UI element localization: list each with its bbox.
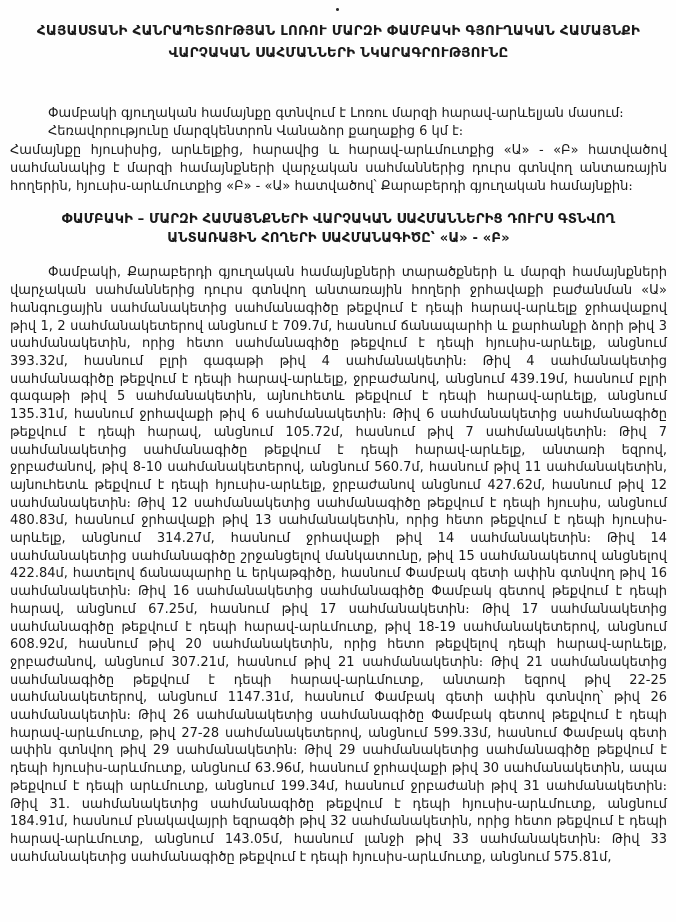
boundary-description-paragraph: Փամբակի, Քարաբերդի գյուղական համայնքների տարածքների և մարզի համայնքների վարչական սահմաններից դուրս գտնվող անտառային հողերի ջրհավաքի բաժանման «Ա» հանգուցային սահմանակետից սահմանագիծը թեքվում է դեպի հարավ-արևելք ջրհավաքով թիվ 1, 2 սահմանակետերով անցնում է 709.7մ, հասնում ճանապարհի և քարհանքի ձորի թիվ 3 սահմանակետին, որից հետո սահմանագիծը թեքվում է դեպի հյուսիս-արևելք, անցնում 393.32մ, հասնում բլրի գագաթի թիվ 4 սահմանակետին։ Թիվ 4 սահմանակետից սահմանագիծը թեքվում է դեպի հարավ-արևելք, ջրբաժանով, անցնում 439.19մ, հասնում բլրի գագաթի թիվ 5 սահմանակետին, այնուհետև թեքվում է դեպի հարավ-արևելք, անցնում 135.31մ, հասնում ջրհավաքի թիվ 6 սահմանակետին։ Թիվ 6 սահմանակետից սահմանագիծը թեքվում է դեպի հարավ, անցնում 105.72մ, հասնում թիվ 7 սահմանակետին։ Թիվ 7 սահմանակետից սահմանագիծը թեքվում է դեպի հարավ-արևելք, անտառի եզրով, ջրբաժանով, թիվ 8-10 սահմանակետերով, անցնում 560.7մ, հասնում թիվ 11 սահմանակետին, այնուհետև թեքվում է դեպի հյուսիս-արևելք, ջրբաժանով անցնում 427.62մ, հասնում թիվ 12 սահմանակետին։ Թիվ 12 սահմանակետից սահմանագիծը թեքվում է դեպի հյուսիս, անցնում 480.83մ, հասնում ջրհավաքի թիվ 13 սահմանակետին, որից հետո թեքվում է դեպի հյուսիս-արևելք, անցնում 314.27մ, հասնում ջրհավաքի թիվ 14 սահմանակետին։ Թիվ 14 սահմանակետից սահմանագիծը շրջանցելով մանկատունը, թիվ 15 սահմանակետով անցնելով 422.84մ, հատելով ճանապարհը և երկաթգիծը, հասնում Փամբակ գետի ափին գտնվող թիվ 16 սահմանակետին։ Թիվ 16 սահմանակետից սահմանագիծը Փամբակ գետով թեքվում է դեպի հարավ, անցնում 67.25մ, հասնում թիվ 17 սահմանակետին։ Թիվ 17 սահմանակետից սահմանագիծը թեքվում է դեպի հարավ-արևմուտք, թիվ 18-19 սահմանակետերով, անցնում 608.92մ, հասնում թիվ 20 սահմանակետին, որից հետո թեքվելով դեպի հարավ-արևելք, ջրբաժանով, անցնում 307.21մ, հասնում թիվ 21 սահմանակետին։ Թիվ 21 սահմանակետից սահմանագիծը թեքվում է դեպի հարավ-արևմուտք, անտառի եզրով թիվ 22-25 սահմանակետերով, անցնում 1147.31մ, հասնում Փամբակ գետի ափին գտնվող՝ թիվ 26 սահմանակետին։ Թիվ 26 սահմանակետից սահմանագիծը Փամբակ գետով թեքվում է դեպի հարավ-արևմուտք, թիվ 27-28 սահմանակետերով, անցնում 599.33մ, հասնում Փամբակ գետի ափին գտնվող թիվ 29 սահմանակետին։ Թիվ 29 սահմանակետից սահմանագիծը թեքվում է դեպի հյուսիս-արևմուտք, անցնում 63.96մ, հասնում ջրհավաքի թիվ 30 սահմանակետին, ապա թեքվում է դեպի արևմուտք, անցնում 199.34մ, հասնում ջրբաժանի թիվ 31 սահմանակետին։ Թիվ 31. սահմանակետից սահմանագիծը թեքվում է դեպի հյուսիս-արևմուտք, անցնում 184.91մ, հասնում բնակավայրի եզրագծի թիվ 32 սահմանակետին, որից հետո թեքվում է դեպի հարավ-արևմուտք, անցնում 143.05մ, հասնում լանջի թիվ 33 սահմանակետին։ Թիվ 33 սահմանակետից սահմանագիծը թեքվում է դեպի հյուսիս-արևմուտք, անցնում 575.81մ, [10, 265, 667, 865]
intro-paragraph-distance: Հեռավորությունը մարզկենտրոն Վանաձոր քաղաքից 6 կմ է։ [48, 124, 464, 140]
intro-section [10, 105, 667, 196]
stray-mark [336, 8, 339, 11]
document-title [10, 20, 667, 64]
section-heading [10, 210, 667, 248]
intro-paragraph-adjacency: Համայնքը հյուսիսից, արևելքից, հարավից և հարավ-արևմուտքից «Ա» - «Բ» հատվածով սահմանակից է մարզի համայնքների վարչական սահմաններից դուրս գտնվող անտառային հողերին, հյուսիս-արևմուտքից «Բ» - «Ա» հատվածով՝ Քարաբերդի գյուղական համայնքին։ [10, 142, 667, 195]
document-title-line2: ՎԱՐՉԱԿԱՆ ՍԱՀՄԱՆՆԵՐԻ ՆԿԱՐԱԳՐՈՒԹՅՈՒՆԸ [168, 45, 509, 61]
section-heading-line2: ԱՆՏԱՌԱՅԻՆ ՀՈՂԵՐԻ ՍԱՀՄԱՆԱԳԻԾԸ՝ «Ա» - «Բ» [167, 231, 510, 247]
intro-paragraph-location: Փամբակի գյուղական համայնքը գտնվում է Լոռու մարզի հարավ-արևելյան մասում։ [48, 106, 624, 121]
section-heading-line1: ՓԱՄԲԱԿԻ – ՄԱՐԶԻ ՀԱՄԱՅՆՔՆԵՐԻ ՎԱՐՉԱԿԱՆ ՍԱՀՄԱՆՆԵՐԻՑ ԴՈՒՐՍ ԳՏՆՎՈՂ [61, 212, 616, 228]
document-title-line1: ՀԱՅԱՍՏԱՆԻ ՀԱՆՐԱՊԵՏՈՒԹՅԱՆ ԼՈՌՈՒ ՄԱՐԶԻ ՓԱՄԲԱԿԻ ԳՅՈՒՂԱԿԱՆ ՀԱՄԱՅՆՔԻ [36, 23, 641, 39]
